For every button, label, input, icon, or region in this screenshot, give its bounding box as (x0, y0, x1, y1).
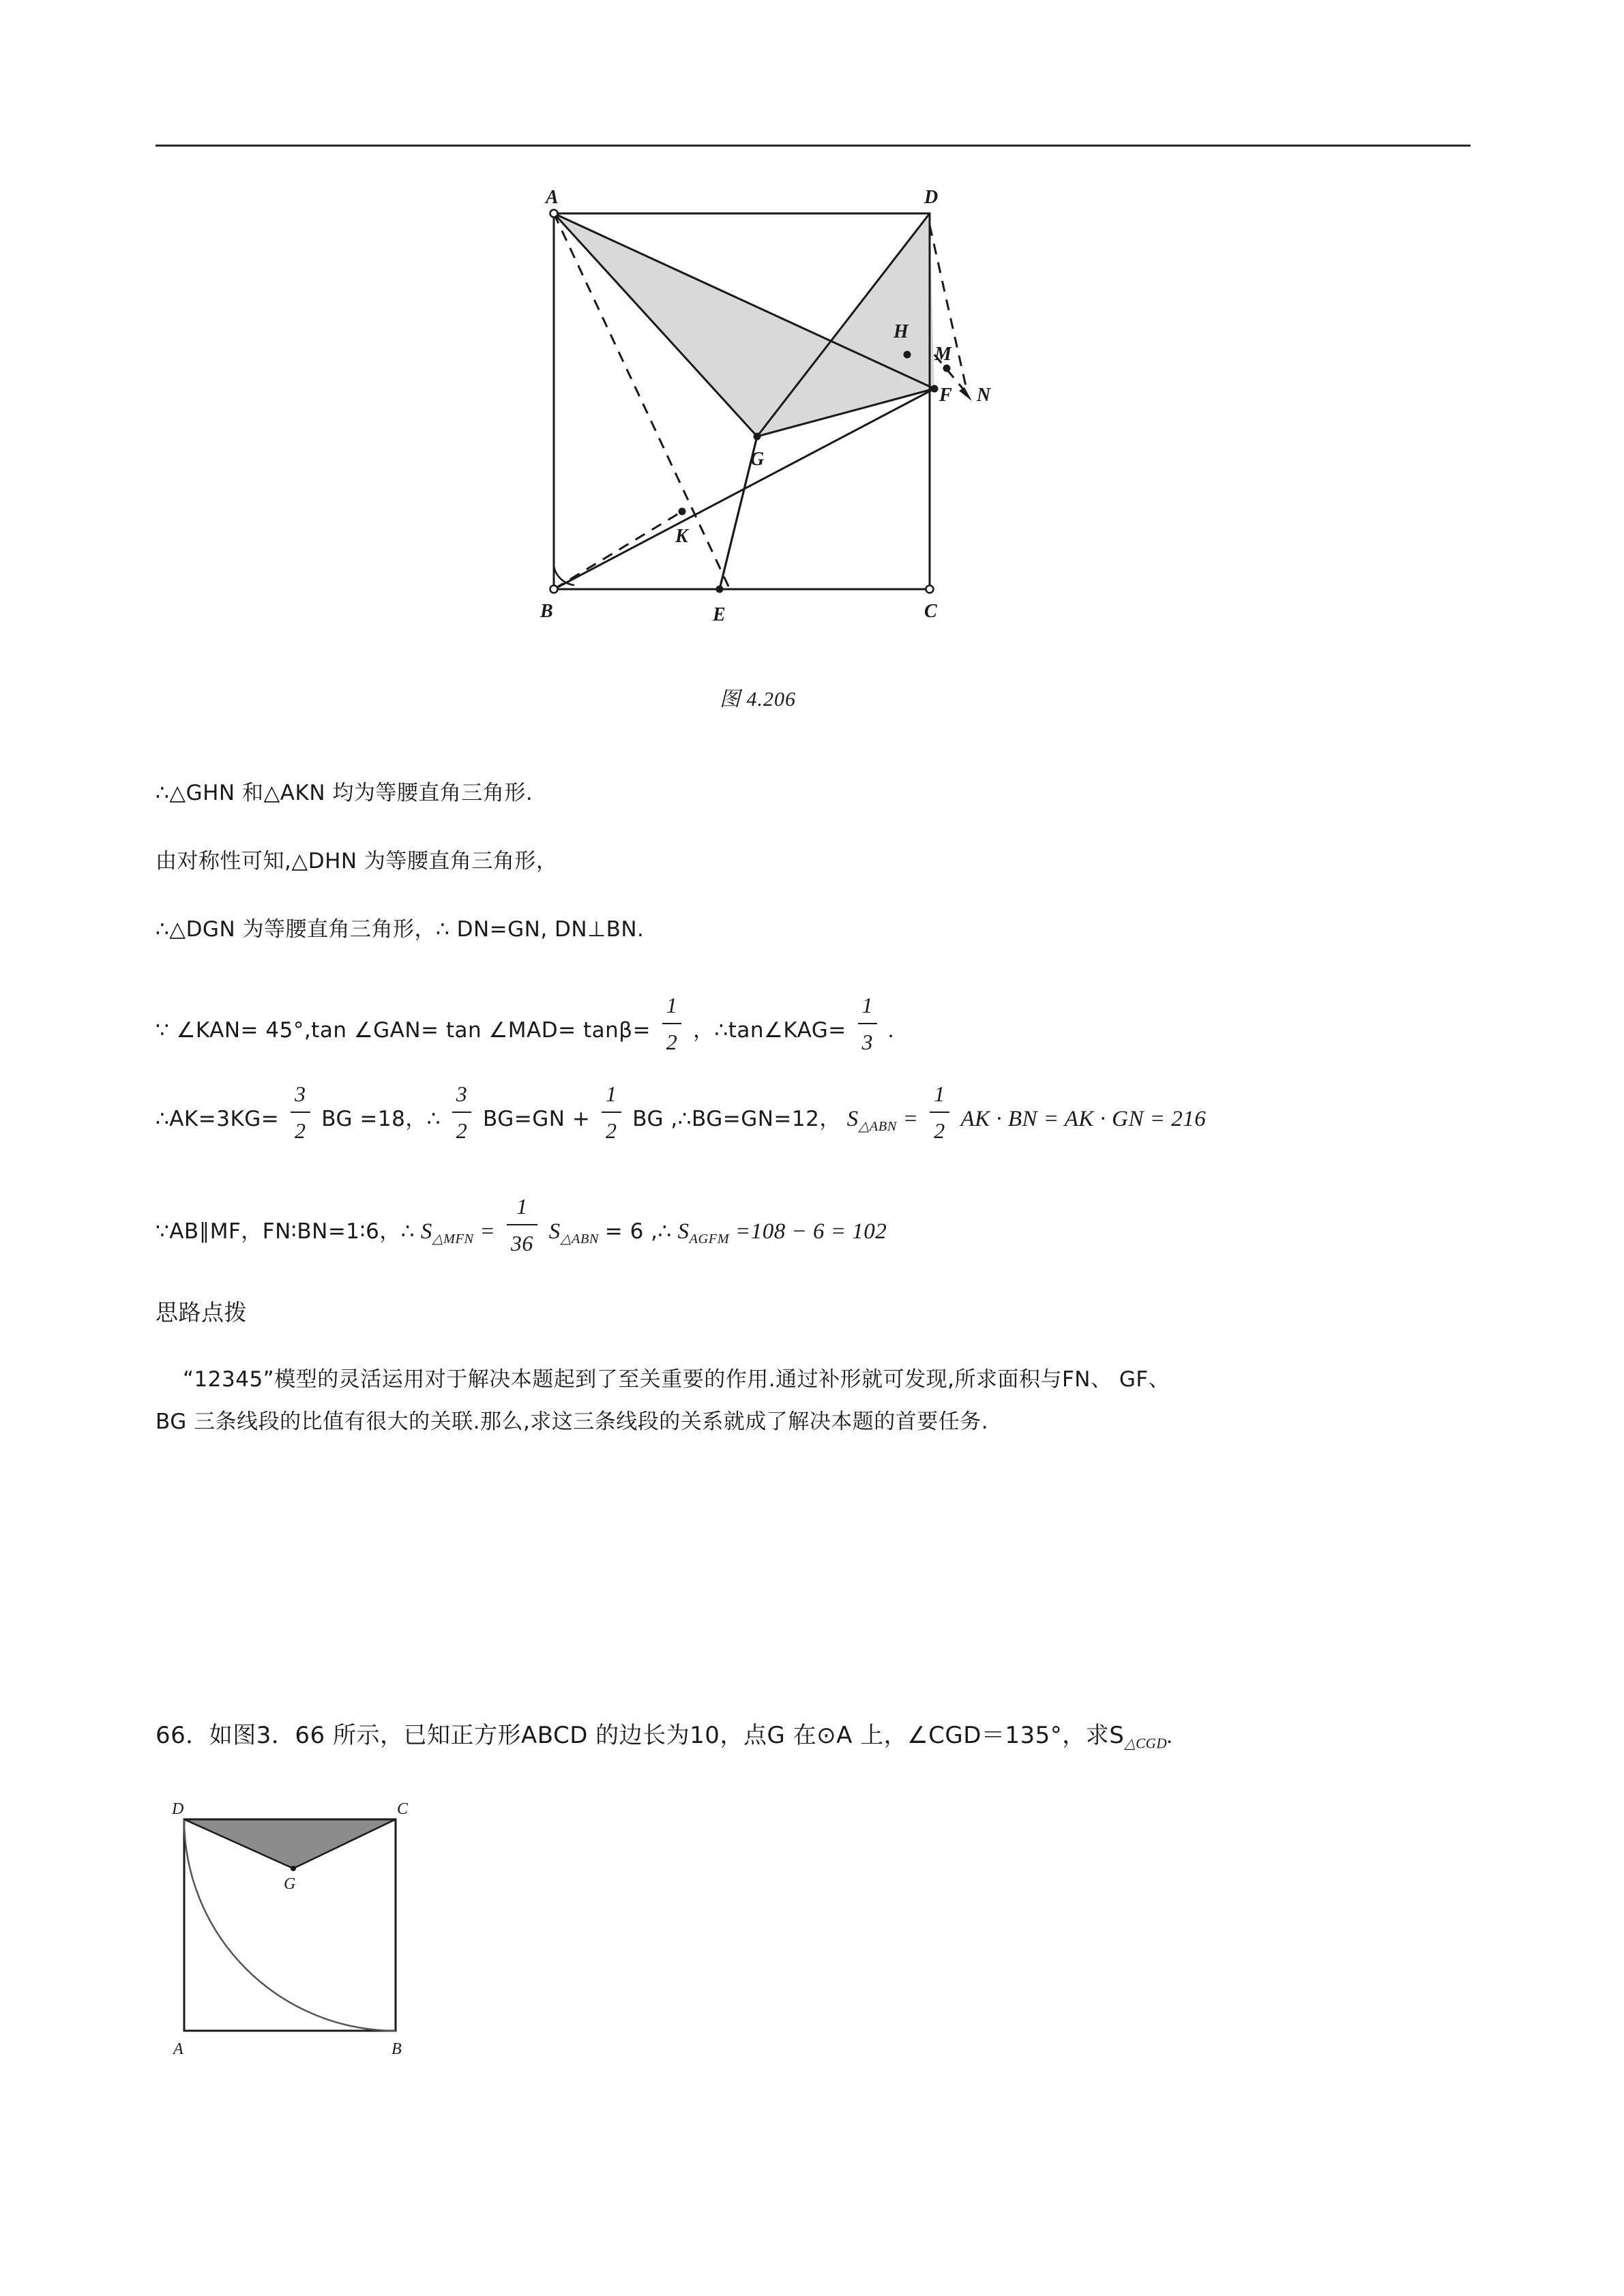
tips-line-1: “12345”模型的灵活运用对于解决本题起到了至关重要的作用.通过补形就可发现,所求面积与FN、 GF、 (183, 1367, 1170, 1392)
proof-line-5 (156, 1077, 1383, 1147)
fraction-denominator: 36 (510, 1231, 533, 1255)
svg-text:M: M (934, 344, 951, 365)
problem-66 (156, 1718, 1486, 1755)
header-rule (156, 145, 1471, 147)
proof-line-6-part-a: ∵AB∥MF，FN∶BN=1∶6，∴ (156, 1219, 415, 1244)
figure-4-206 (525, 184, 1084, 661)
svg-text:C: C (924, 601, 937, 622)
svg-text:G: G (284, 1875, 296, 1893)
fraction-one-third (858, 989, 878, 1058)
figure-3-66 (157, 1800, 443, 2073)
area-symbol-abn: S (846, 1106, 859, 1131)
fraction-three-halves-a (291, 1077, 310, 1147)
svg-text:G: G (750, 449, 765, 470)
fraction-numerator: 3 (291, 1077, 310, 1113)
area-symbol-mfn-subscript: △MFN (432, 1232, 474, 1247)
proof-line-1: ∴△GHN 和△AKN 均为等腰直角三角形. (156, 781, 533, 805)
svg-text:K: K (675, 526, 688, 547)
tips-line-2: BG 三条线段的比值有很大的关联.那么,求这三条线段的关系就成了解决本题的首要任务. (156, 1410, 989, 1434)
svg-text:B: B (540, 601, 553, 622)
proof-line-5-part-a: ∴AK=3KG= (156, 1106, 280, 1131)
area-symbol-abn-2: S (548, 1219, 561, 1244)
area-symbol-agfm-subscript: AGFM (689, 1232, 730, 1247)
area-symbol-abn-subscript: △ABN (858, 1119, 897, 1135)
svg-text:D: D (924, 187, 939, 208)
problem-66-subscript: △CGD (1124, 1735, 1168, 1752)
area-symbol-abn-2-subscript: △ABN (560, 1232, 599, 1247)
fraction-numerator: 1 (507, 1190, 537, 1225)
svg-text:C: C (397, 1800, 409, 1818)
area-symbol-mfn: S (420, 1219, 432, 1244)
fraction-numerator: 1 (602, 1077, 621, 1113)
proof-line-3: ∴△DGN 为等腰直角三角形，∴ DN=GN, DN⊥BN. (156, 917, 645, 942)
proof-line-2: 由对称性可知,△DHN 为等腰直角三角形， (156, 849, 558, 874)
proof-line-5-equals: = (902, 1106, 919, 1131)
svg-text:F: F (939, 385, 952, 406)
fraction-one-half-a (662, 989, 682, 1058)
figure-1-caption: 图 4.206 (720, 688, 796, 711)
proof-line-4 (156, 989, 1315, 1058)
proof-line-4-part-c: . (888, 1017, 895, 1043)
fraction-denominator: 2 (666, 1030, 678, 1054)
proof-line-5-part-g: AK · BN = AK · GN = 216 (960, 1106, 1207, 1131)
svg-text:D: D (172, 1800, 184, 1818)
proof-line-4-part-a: ∵ ∠KAN= 45°,tan ∠GAN= tan ∠MAD= tanβ= (156, 1017, 651, 1043)
proof-line-6-equals: = (479, 1219, 496, 1244)
fraction-denominator: 2 (606, 1118, 617, 1143)
fraction-denominator: 2 (456, 1118, 468, 1143)
proof-line-5-part-d: BG ,∴BG=GN=12， (632, 1106, 841, 1131)
svg-text:B: B (392, 2040, 402, 2058)
svg-text:A: A (173, 2040, 183, 2058)
svg-text:N: N (977, 385, 991, 406)
area-symbol-agfm: S (677, 1219, 690, 1244)
problem-66-tail: . (1167, 1723, 1174, 1748)
fraction-denominator: 2 (934, 1118, 945, 1143)
fraction-denominator: 3 (861, 1030, 874, 1054)
fraction-one-half-c (930, 1077, 949, 1147)
proof-line-4-part-b: ，∴tan∠KAG= (693, 1017, 846, 1043)
fraction-one-thirtysixth (507, 1190, 537, 1259)
proof-line-5-part-b: BG =18，∴ (321, 1106, 441, 1131)
fraction-denominator: 2 (295, 1118, 306, 1143)
svg-text:A: A (546, 187, 559, 208)
proof-line-6-part-d: =108 − 6 = 102 (735, 1219, 887, 1244)
svg-text:E: E (713, 604, 726, 625)
proof-line-6 (156, 1190, 1383, 1259)
fraction-numerator: 3 (452, 1077, 472, 1113)
fraction-three-halves-b (452, 1077, 472, 1147)
svg-text:H: H (894, 321, 909, 342)
fraction-one-half-b (602, 1077, 621, 1147)
problem-66-text: 66．如图3．66 所示，已知正方形ABCD 的边长为10，点G 在⊙A 上，∠CGD＝135°，求S (156, 1722, 1125, 1749)
fraction-numerator: 1 (662, 989, 682, 1024)
tips-heading: 思路点拨 (156, 1299, 247, 1326)
fraction-numerator: 1 (930, 1077, 949, 1113)
proof-line-5-part-c: BG=GN + (483, 1106, 591, 1131)
proof-line-6-part-c: = 6 ,∴ (604, 1219, 672, 1244)
fraction-numerator: 1 (858, 989, 878, 1024)
